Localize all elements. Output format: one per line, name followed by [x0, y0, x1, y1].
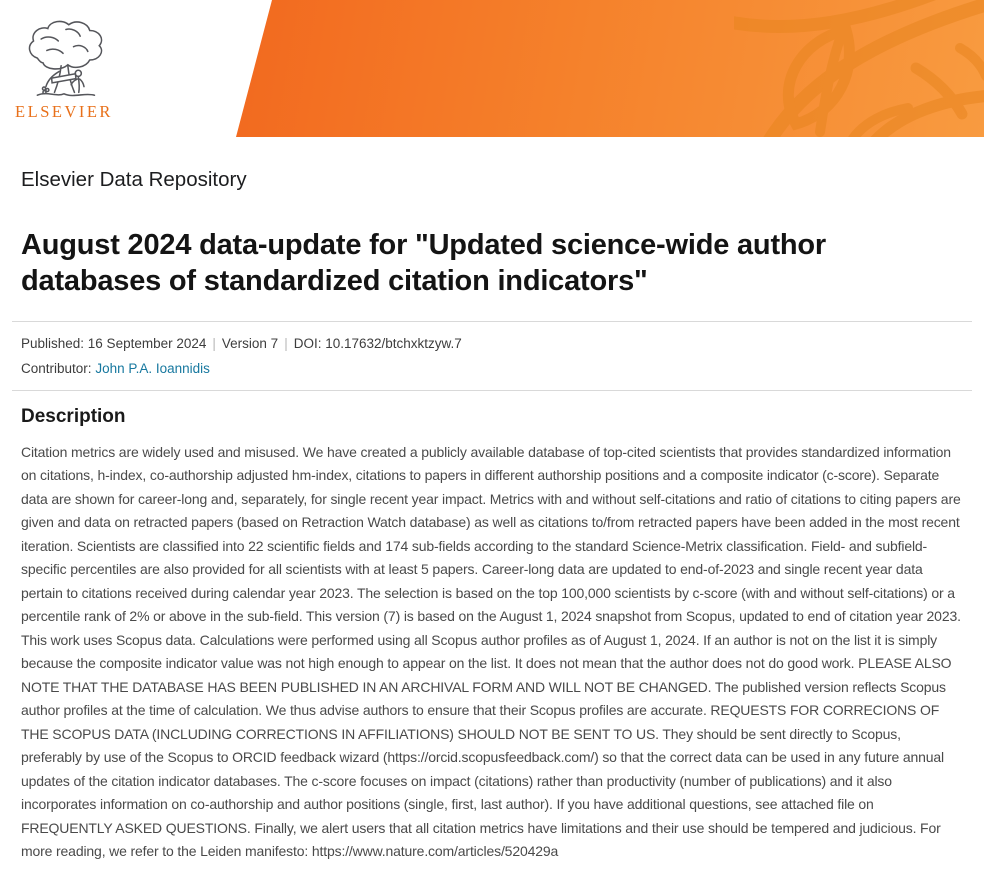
contributor-label: Contributor: [21, 360, 92, 376]
contributor-row [21, 356, 963, 381]
elsevier-logo[interactable] [14, 20, 114, 122]
header-banner [0, 0, 984, 137]
divider-bottom [12, 390, 972, 391]
meta-separator: | [212, 335, 216, 351]
contributor-link[interactable]: John P.A. Ioannidis [95, 360, 210, 376]
main-content [0, 168, 984, 864]
description-body: Citation metrics are widely used and misused. We have created a publicly available database of top-cited scientists that provides standardized information on citations, h-index, co-authorship adjusted hm-index, citations to papers in different authorship positions and a composite indicator (c-score). Separate data are shown for career-long and, separately, for single recent year impact. Metrics with and without self-citations and ratio of citations to citing papers are given and data on retracted papers (based on Retraction Watch database) as well as citations to/from retracted papers have been added in the most recent iteration. Scientists are classified into 22 scientific fields and 174 sub-fields according to the standard Science-Metrix classification. Field- and subfield-specific percentiles are also provided for all scientists with at least 5 papers. Career-long data are updated to end-of-2023 and single recent year data pertain to citations received during calendar year 2023. The selection is based on the top 100,000 scientists by c-score (with and without self-citations) or a percentile rank of 2% or above in the sub-field. This version (7) is based on the August 1, 2024 snapshot from Scopus, updated to end of citation year 2023. This work uses Scopus data. Calculations were performed using all Scopus author profiles as of August 1, 2024. If an author is not on the list it is simply because the composite indicator value was not high enough to appear on the list. It does not mean that the author does not do good work. PLEASE ALSO NOTE THAT THE DATABASE HAS BEEN PUBLISHED IN AN ARCHIVAL FORM AND WILL NOT BE CHANGED. The published version reflects Scopus author profiles at the time of calculation. We thus advise authors to ensure that their Scopus profiles are accurate. REQUESTS FOR CORRECIONS OF THE SCOPUS DATA (INCLUDING CORRECTIONS IN AFFILIATIONS) SHOULD NOT BE SENT TO US. They should be sent directly to Scopus, preferably by use of the Scopus to ORCID feedback wizard (https://orcid.scopusfeedback.com/) so that the correct data can be used in any future annual updates of the citation indicator databases. The c-score focuses on impact (citations) rather than productivity (number of publications) and it also incorporates information on co-authorship and author positions (single, first, last author). If you have additional questions, see attached file on FREQUENTLY ASKED QUESTIONS. Finally, we alert users that all citation metrics have limitations and their use should be tempered and judicious. For more reading, we refer to the Leiden manifesto: https://www.nature.com/articles/520429a [21, 443, 961, 860]
divider-top [12, 321, 972, 322]
elsevier-tree-icon [18, 20, 110, 100]
meta-separator: | [284, 335, 288, 351]
published-text: Published: 16 September 2024 [21, 335, 207, 351]
description-heading: Description [21, 405, 126, 427]
dataset-meta [21, 331, 963, 381]
banner-orange-shape [236, 0, 984, 137]
elsevier-wordmark: ELSEVIER [15, 102, 113, 121]
published-row [21, 331, 963, 356]
site-name: Elsevier Data Repository [21, 168, 247, 191]
version-text: Version 7 [221, 335, 279, 351]
dataset-title: August 2024 data-update for "Updated science-wide author databases of standardized citation indicators" [21, 229, 827, 297]
branch-pattern-decoration [734, 0, 984, 137]
doi-text: DOI: 10.17632/btchxktzyw.7 [293, 335, 462, 351]
